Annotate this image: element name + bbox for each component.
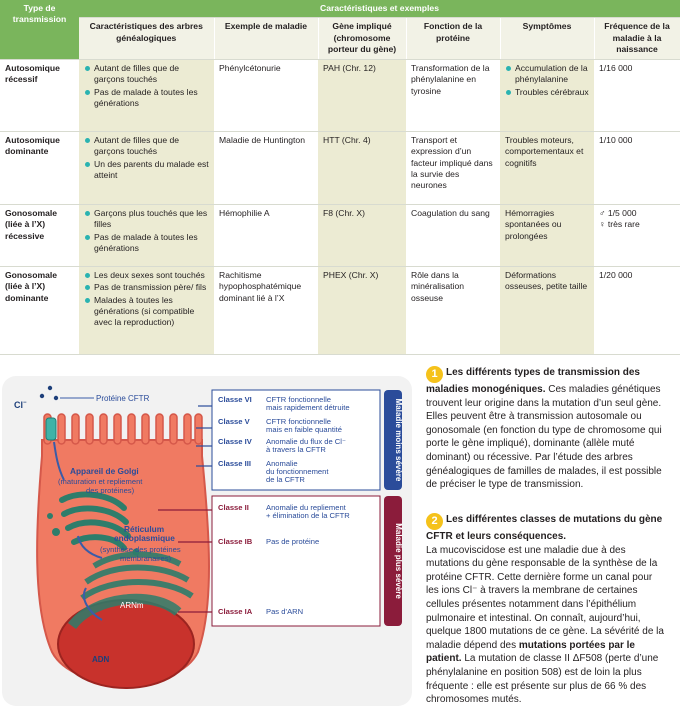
table-row xyxy=(0,59,680,131)
row-example: Phénylcétonurie xyxy=(214,59,318,131)
row-traits xyxy=(79,131,214,204)
class-desc: CFTR fonctionnelle mais rapidement détruite xyxy=(266,395,350,412)
number-badge: 2 xyxy=(426,513,443,530)
row-type: Autosomique récessif xyxy=(0,59,79,131)
trait-item: Les deux sexes sont touchés xyxy=(84,270,209,281)
row-symptoms: Déformations osseuses, petite taille xyxy=(500,266,594,354)
adn-label: ADN xyxy=(92,655,110,664)
trait-item: Pas de transmission père/ fils xyxy=(84,282,209,293)
table-row xyxy=(0,204,680,266)
class-desc: Pas d’ARN xyxy=(266,607,304,616)
row-gene: PHEX (Chr. X) xyxy=(318,266,406,354)
trait-item: Pas de malade à toutes les générations xyxy=(84,232,209,255)
golgi-subtitle: (maturation et repliement des protéines) xyxy=(58,477,143,495)
ion-dot-icon xyxy=(40,394,44,398)
class-label: Classe IB xyxy=(218,537,253,546)
row-example: Maladie de Huntington xyxy=(214,131,318,204)
ion-dot-icon xyxy=(54,396,58,400)
cftr-mutation-diagram xyxy=(2,376,412,706)
row-frequency: 1/16 000 xyxy=(594,59,680,131)
trait-item: Autant de filles que de garçons touchés xyxy=(84,63,209,86)
doc-text-1 xyxy=(426,366,666,492)
row-function: Coagulation du sang xyxy=(406,204,500,266)
row-frequency xyxy=(594,204,680,266)
symptom-item: Accumulation de la phénylalanine xyxy=(505,63,589,86)
row-frequency: 1/10 000 xyxy=(594,131,680,204)
arnm-label: ARNm xyxy=(120,601,144,610)
row-gene: HTT (Chr. 4) xyxy=(318,131,406,204)
row-type: Gonosomale (liée à l’X) récessive xyxy=(0,204,79,266)
row-example: Hémophilie A xyxy=(214,204,318,266)
class-desc: Anomalie du fonctionnement de la CFTR xyxy=(266,459,329,484)
text2-body-bold: mutations portées par le patient. xyxy=(426,639,635,665)
row-symptoms: Hémorragies spontanées ou prolongées xyxy=(500,204,594,266)
ion-dot-icon xyxy=(48,386,52,390)
row-traits xyxy=(79,266,214,354)
class-label: Classe IA xyxy=(218,607,253,616)
table-row xyxy=(0,131,680,204)
number-badge: 1 xyxy=(426,366,443,383)
trait-item: Autant de filles que de garçons touchés xyxy=(84,135,209,158)
golgi-title: Appareil de Golgi xyxy=(70,466,139,476)
reticulum-title: Réticulum endoplasmique xyxy=(114,524,175,543)
class-label: Classe V xyxy=(218,417,250,426)
class-label: Classe IV xyxy=(218,437,252,446)
text2-body-b: La mutation de classe II ΔF508 (perte d’une phénylalanine en position 508) est de loin la plus fréquente : elle est présente sur plus de 66 % des chromosomes mutés. xyxy=(426,653,659,706)
row-symptoms: Troubles moteurs, comportementaux et cognitifs xyxy=(500,131,594,204)
type-header: Type de transmission xyxy=(0,0,79,59)
text1-body: Ces maladies génétiques trouvent leur origine dans la mutation d’un seul gène. Elles peuvent être à transmission autosomale ou gonosomale (en fonction du type de chromosome qui porte le gène impliqué), dominante (allèle muté dominant) ou récessive. Par l’étude des arbres généalogiques de familles de malades, il est possible de préciser le type de transmission. xyxy=(426,384,662,491)
row-example: Rachitisme hypophosphatémique dominant lié à l’X xyxy=(214,266,318,354)
class-desc: Pas de protéine xyxy=(266,537,320,546)
col-header-gene: Gène impliqué (chromosome porteur du gène) xyxy=(318,18,406,59)
reticulum-subtitle: (synthèse des protéines membranaires) xyxy=(100,545,181,563)
row-traits xyxy=(79,59,214,131)
row-frequency: 1/20 000 xyxy=(594,266,680,354)
text2-title: Les différentes classes de mutations du gène CFTR et leurs conséquences. xyxy=(426,514,663,542)
row-gene: F8 (Chr. X) xyxy=(318,204,406,266)
row-type: Gonosomale (liée à l’X) dominante xyxy=(0,266,79,354)
col-header-function: Fonction de la protéine xyxy=(406,18,500,59)
frequency-female: ♀ très rare xyxy=(599,219,640,230)
cftr-label: Protéine CFTR xyxy=(96,394,150,403)
less-severe-label: Maladie moins sévère xyxy=(394,398,403,482)
class-label: Classe II xyxy=(218,503,249,512)
row-function: Transformation de la phénylalanine en tyrosine xyxy=(406,59,500,131)
frequency-male: ♂ 1/5 000 xyxy=(599,207,637,218)
nucleus xyxy=(58,599,194,688)
col-header-symptoms: Symptômes xyxy=(500,18,594,59)
cftr-channel-icon xyxy=(46,418,56,440)
row-function: Rôle dans la minéralisation osseuse xyxy=(406,266,500,354)
row-symptoms xyxy=(500,59,594,131)
symptom-item: Troubles cérébraux xyxy=(505,87,589,98)
cl-label: Cl− xyxy=(14,400,27,410)
row-traits xyxy=(79,204,214,266)
group-header: Caractéristiques et exemples xyxy=(79,0,680,18)
col-header-example: Exemple de maladie xyxy=(214,18,318,59)
col-header-traits: Caractéristiques des arbres généalogiques xyxy=(79,18,214,59)
class-label: Classe VI xyxy=(218,395,252,404)
trait-item: Garçons plus touchés que les filles xyxy=(84,208,209,231)
class-desc: Anomalie du repliement + élimination de la CFTR xyxy=(266,503,350,520)
row-gene: PAH (Chr. 12) xyxy=(318,59,406,131)
col-header-frequency: Fréquence de la maladie à la naissance xyxy=(594,18,680,59)
doc-text-2 xyxy=(426,513,666,707)
text2-body-a: La mucoviscidose est une maladie due à des mutations du gène responsable de la synthèse de la protéine CFTR. Cette dernière forme un canal pour les ions Cl⁻ à travers la membrane de certaines cellules présentes notamment dans l’épithélium pulmonaire et intestinal. On connaît, aujourd’hui, quelque 1800 mutations de ce gène. La sévérité de la maladie dépend des xyxy=(426,544,664,651)
class-desc: CFTR fonctionnelle mais en faible quantité xyxy=(266,417,342,434)
class-label: Classe III xyxy=(218,459,251,468)
class-desc: Anomalie du flux de Cl⁻ à travers la CFTR xyxy=(266,437,346,454)
trait-item: Malades à toutes les générations (si compatible avec la reproduction) xyxy=(84,295,209,329)
more-severe-label: Maladie plus sévère xyxy=(394,523,403,599)
trait-item: Un des parents du malade est atteint xyxy=(84,159,209,182)
row-function: Transport et expression d’un facteur impliqué dans la survie des neurones xyxy=(406,131,500,204)
text1-title: Les différents types de transmission des maladies monogéniques. xyxy=(426,367,640,395)
table-row xyxy=(0,266,680,354)
row-type: Autosomique dominante xyxy=(0,131,79,204)
trait-item: Pas de malade à toutes les générations xyxy=(84,87,209,110)
